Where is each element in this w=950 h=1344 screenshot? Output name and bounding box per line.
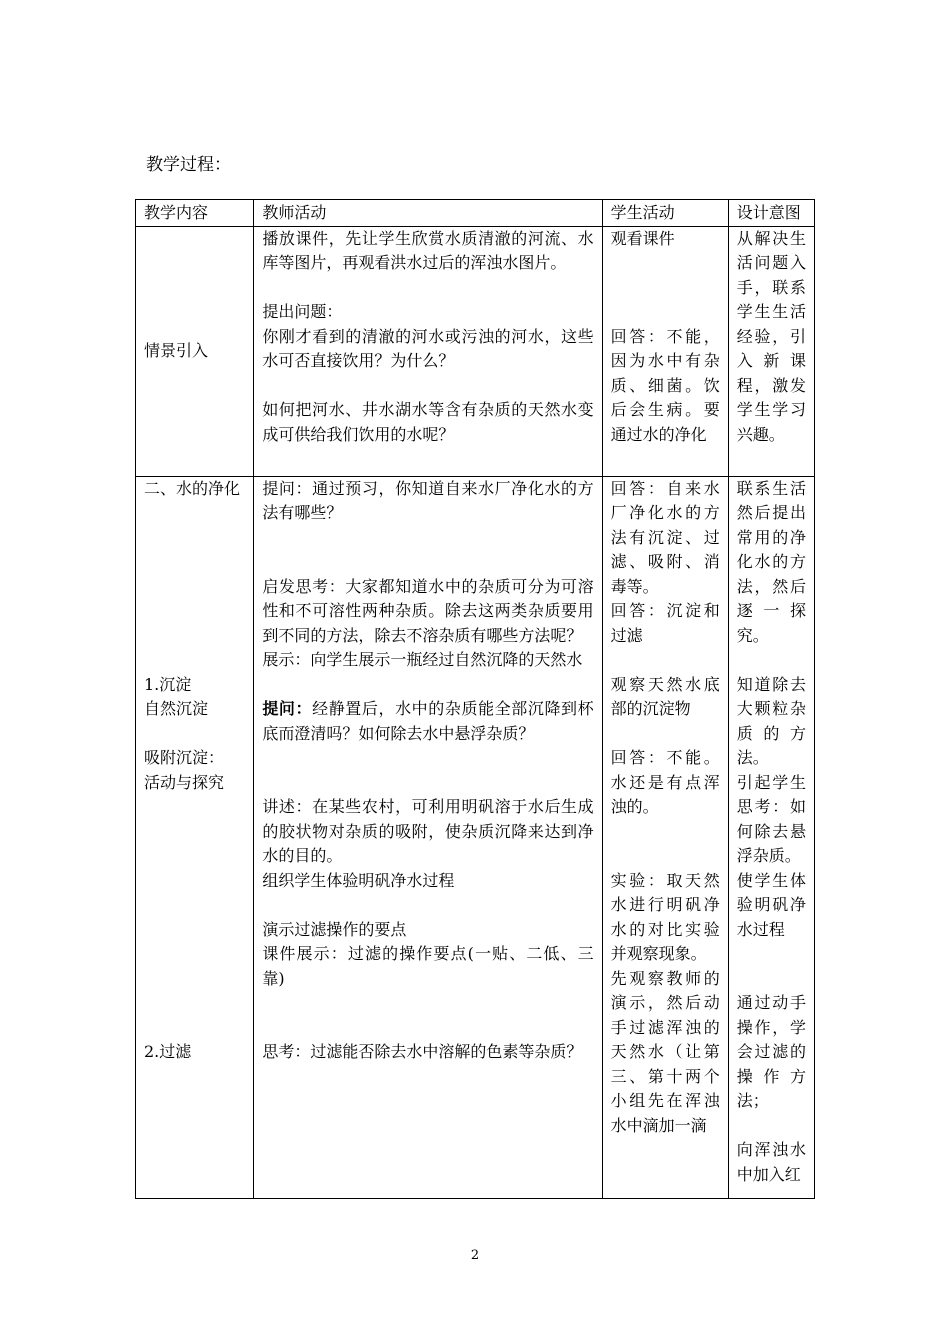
- student-text: 观看课件: [610, 228, 675, 248]
- table-row: [136, 476, 815, 1198]
- teacher-text: 如何把河水、井水湖水等含有杂质的天然水变成可供给我们饮用的水呢？: [262, 400, 594, 444]
- teacher-text: 你刚才看到的清澈的河水或污浊的河水，这些水可否直接饮用？为什么？: [262, 326, 594, 370]
- header-cell: 教师活动: [254, 200, 602, 227]
- content-text: 情景引入: [144, 340, 209, 360]
- table-row: [136, 226, 815, 476]
- content-text: 二、水的净化: [144, 478, 241, 498]
- teacher-text: 提问：通过预习，你知道自来水厂净化水的方法有哪些？: [262, 478, 594, 522]
- student-text: 回答：不能。水还是有点浑浊的。: [610, 748, 720, 816]
- student-cell: [602, 226, 728, 476]
- intent-cell: [728, 476, 814, 1198]
- intent-cell: [728, 226, 814, 476]
- student-cell: [602, 476, 728, 1198]
- intent-text: 引起学生思考：如何除去悬浮杂质。: [736, 772, 806, 865]
- teacher-text: 展示：向学生展示一瓶经过自然沉降的天然水: [262, 650, 583, 669]
- content-cell: [136, 226, 254, 476]
- teacher-text: 播放课件，先让学生欣赏水质清澈的河流、水库等图片，再观看洪水过后的浑浊水图片。: [262, 228, 594, 272]
- header-cell: 学生活动: [602, 200, 728, 227]
- teacher-text: [262, 697, 593, 746]
- intent-text: 联系生活然后提出常用的净化水的方法，然后逐一探究。: [736, 478, 806, 645]
- teacher-text: 组织学生体验明矾净水过程: [262, 870, 455, 890]
- content-text: 活动与探究: [144, 772, 225, 792]
- student-text: 回答：不能，因为水中有杂质、细菌。饮后会生病。要通过水的净化: [610, 326, 720, 444]
- content-text: 自然沉淀: [144, 699, 209, 718]
- content-text: 吸附沉淀：: [144, 748, 225, 767]
- lesson-process-table: [135, 199, 815, 1199]
- question-lead: 提问：: [262, 699, 313, 718]
- section-heading: 教学过程：: [146, 155, 231, 175]
- student-text: 回答：沉淀和过滤: [610, 601, 720, 645]
- student-text: 实验：取天然水进行明矾净水的对比实验并观察现象。: [610, 870, 720, 963]
- table-header-row: [136, 200, 815, 227]
- content-text: 1.沉淀: [144, 674, 192, 694]
- content-cell: [136, 476, 254, 1198]
- intent-text: 知道除去大颗粒杂质的方法。: [736, 674, 806, 767]
- teacher-text: 启发思考：大家都知道水中的杂质可分为可溶性和不可溶性两种杂质。除去这两类杂质要用到不同的方法，除去不溶杂质有哪些方法呢？: [262, 576, 594, 645]
- teacher-text: 讲述：在某些农村，可利用明矾溶于水后生成的胶状物对杂质的吸附，使杂质沉降来达到净水的目的。: [262, 797, 594, 865]
- page-number: 2: [470, 1248, 480, 1263]
- content-text: 2.过滤: [144, 1042, 192, 1061]
- teacher-cell: [254, 476, 602, 1198]
- header-cell: 教学内容: [136, 200, 254, 227]
- teacher-cell: [254, 226, 602, 476]
- intent-text: 向浑浊水中加入红: [736, 1140, 806, 1184]
- teacher-text: 课件展示：过滤的操作要点(一贴、二低、三靠): [262, 944, 594, 988]
- header-cell: 设计意图: [728, 200, 814, 227]
- teacher-text: 经静置后，水中的杂质能全部沉降到杯底而澄清吗？如何除去水中悬浮杂质？: [262, 699, 594, 743]
- student-text: 观察天然水底部的沉淀物: [610, 674, 720, 718]
- intent-text: 通过动手操作，学会过滤的操作方法；: [736, 993, 806, 1110]
- teacher-text: 演示过滤操作的要点: [262, 919, 407, 939]
- student-text: 回答：自来水厂净化水的方法有沉淀、过滤、吸附、消毒等。: [610, 478, 720, 596]
- student-text: 先观察教师的演示，然后动手过滤浑浊的天然水（让第三、第十两个小组先在浑浊水中滴加一滴: [610, 968, 720, 1135]
- intent-text: 从解决生活问题入手，联系学生生活经验，引入新课程，激发学生学习兴趣。: [736, 228, 806, 444]
- teacher-text: 提出问题：: [262, 302, 343, 321]
- intent-text: 使学生体验明矾净水过程: [736, 870, 806, 939]
- teacher-text: 思考：过滤能否除去水中溶解的色素等杂质？: [262, 1042, 583, 1061]
